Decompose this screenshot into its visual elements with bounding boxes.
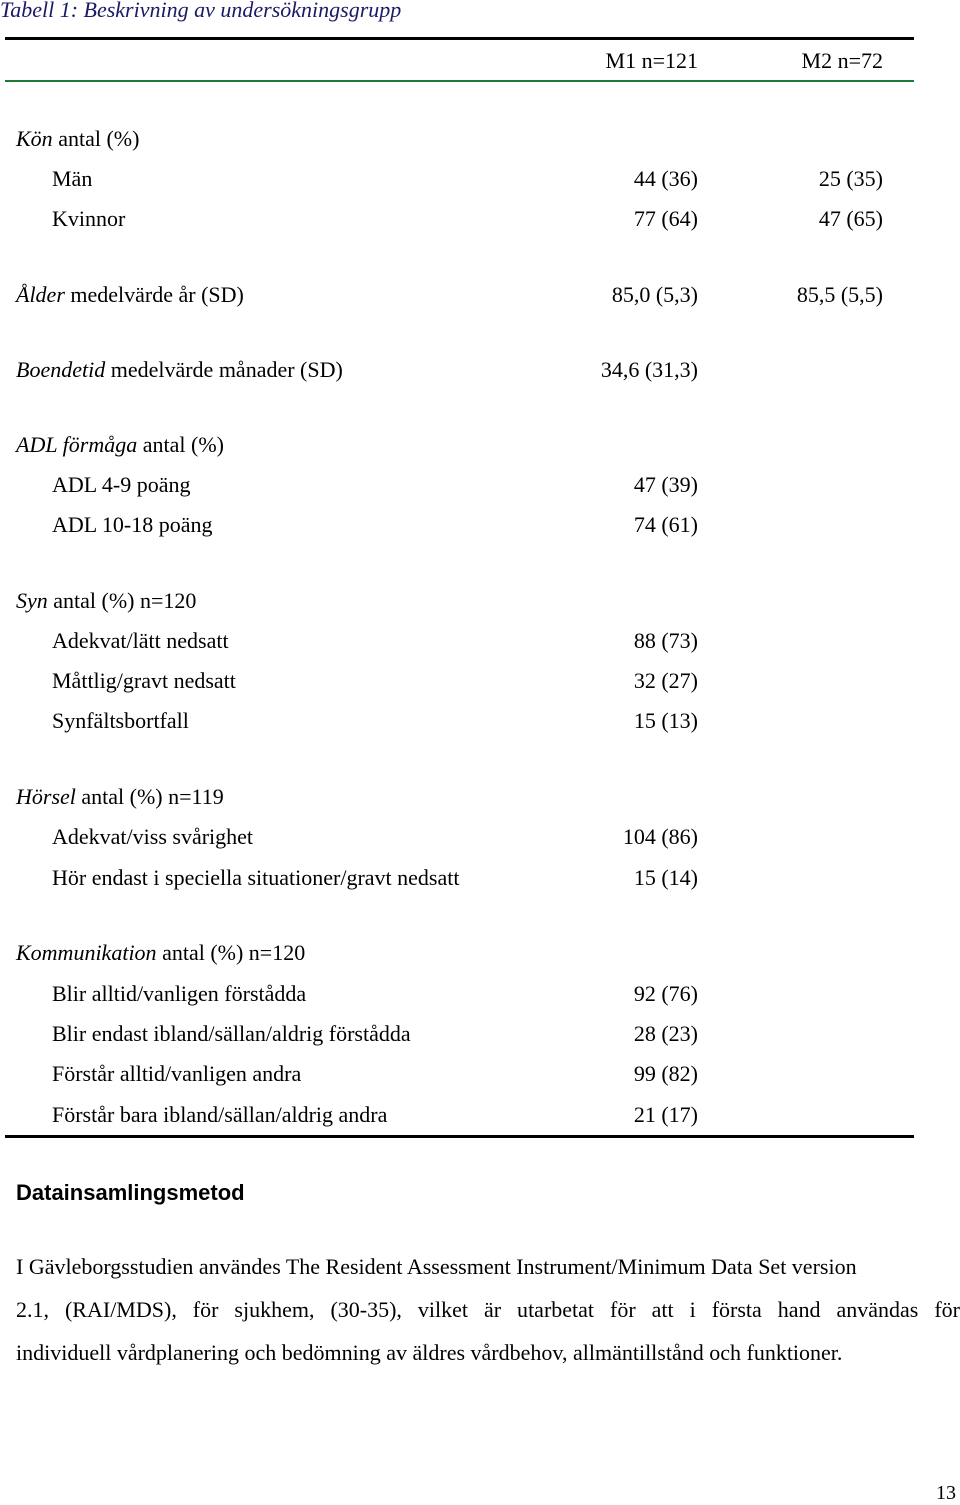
category-name: Boendetid: [16, 357, 106, 382]
category-measure: medelvärde månader (SD): [105, 357, 343, 382]
row-item-label: Adekvat/lätt nedsatt: [52, 628, 229, 653]
table-row: [0, 164, 960, 194]
row-category-label: [16, 124, 139, 154]
category-measure: antal (%): [52, 126, 140, 151]
category-name: Kommunikation: [16, 940, 157, 965]
table-caption: Tabell 1: Beskrivning av undersökningsgrupp: [0, 0, 402, 22]
row-category-label: [16, 938, 305, 968]
cell-m1: 74 (61): [633, 512, 698, 537]
row-item-label: ADL 10-18 poäng: [52, 512, 213, 537]
cell-m1: 15 (13): [633, 708, 698, 733]
row-item-label: Blir alltid/vanligen förstådda: [52, 981, 307, 1006]
category-measure: antal (%) n=120: [47, 588, 197, 613]
table-row: [0, 355, 960, 385]
cell-m1: 34,6 (31,3): [600, 357, 698, 382]
table-row: [0, 1019, 960, 1049]
row-item-label: Synfältsbortfall: [52, 708, 189, 733]
row-category-label: [16, 280, 244, 310]
table-row: [0, 430, 960, 460]
row-item-label: ADL 4-9 poäng: [52, 472, 191, 497]
row-item-label: Adekvat/viss svårighet: [52, 824, 254, 849]
cell-m1: 88 (73): [633, 628, 698, 653]
table-row: [0, 666, 960, 696]
cell-m2: 47 (65): [818, 206, 883, 231]
cell-m2: 85,5 (5,5): [796, 282, 883, 307]
row-item-label: Män: [52, 166, 93, 191]
category-name: Syn: [16, 588, 48, 613]
table-top-rule: [5, 37, 914, 40]
cell-m1: 92 (76): [633, 981, 698, 1006]
column-header-m1: M1 n=121: [605, 48, 698, 73]
row-category-label: [16, 355, 343, 385]
row-item-label: Måttlig/gravt nedsatt: [52, 668, 236, 693]
cell-m2: 25 (35): [818, 166, 883, 191]
table-bottom-rule: [5, 1135, 914, 1138]
table-row: [0, 124, 960, 154]
category-measure: medelvärde år (SD): [64, 282, 244, 307]
paragraph-line: I Gävleborgsstudien användes The Resident Assessment Instrument/Minimum Data Set version: [16, 1254, 857, 1279]
table-row: [0, 626, 960, 656]
table-row: [0, 822, 960, 852]
cell-m1: 21 (17): [633, 1102, 698, 1127]
category-measure: antal (%) n=120: [156, 940, 306, 965]
table-row: [0, 204, 960, 234]
paragraph-line: 2.1, (RAI/MDS), för sjukhem, (30-35), vilket är utarbetat för att i första hand användas för: [16, 1297, 960, 1322]
category-name: ADL förmåga: [16, 432, 138, 457]
category-name: Kön: [16, 126, 53, 151]
cell-m1: 99 (82): [633, 1061, 698, 1086]
table-row: [0, 706, 960, 736]
column-header-m2: M2 n=72: [801, 48, 883, 73]
category-measure: antal (%): [137, 432, 224, 457]
category-name: Hörsel: [16, 784, 76, 809]
row-item-label: Kvinnor: [52, 206, 126, 231]
row-item-label: Hör endast i speciella situationer/gravt nedsatt: [52, 865, 460, 890]
row-category-label: [16, 782, 224, 812]
table-row: [0, 470, 960, 500]
category-measure: antal (%) n=119: [75, 784, 224, 809]
table-row: [0, 938, 960, 968]
cell-m1: 32 (27): [633, 668, 698, 693]
row-category-label: [16, 430, 224, 460]
row-category-label: [16, 586, 196, 616]
cell-m1: 28 (23): [633, 1021, 698, 1046]
table-row: [0, 863, 960, 893]
row-item-label: Blir endast ibland/sällan/aldrig förstådda: [52, 1021, 411, 1046]
table-row: [0, 979, 960, 1009]
section-heading: Datainsamlingsmetod: [16, 1180, 245, 1205]
row-item-label: Förstår bara ibland/sällan/aldrig andra: [52, 1102, 388, 1127]
table-header-rule: [5, 80, 914, 82]
table-row: [0, 510, 960, 540]
paragraph-line: individuell vårdplanering och bedömning av äldres vårdbehov, allmäntillstånd och funktioner.: [16, 1340, 843, 1365]
table-row: [0, 1059, 960, 1089]
category-name: Ålder: [16, 282, 65, 307]
cell-m1: 44 (36): [633, 166, 698, 191]
row-item-label: Förstår alltid/vanligen andra: [52, 1061, 302, 1086]
cell-m1: 85,0 (5,3): [611, 282, 698, 307]
cell-m1: 77 (64): [633, 206, 698, 231]
table-row: [0, 1100, 960, 1130]
page-number: 13: [936, 1482, 956, 1504]
cell-m1: 104 (86): [622, 824, 698, 849]
cell-m1: 15 (14): [633, 865, 698, 890]
table-row: [0, 586, 960, 616]
cell-m1: 47 (39): [633, 472, 698, 497]
table-row: [0, 782, 960, 812]
table-row: [0, 280, 960, 310]
